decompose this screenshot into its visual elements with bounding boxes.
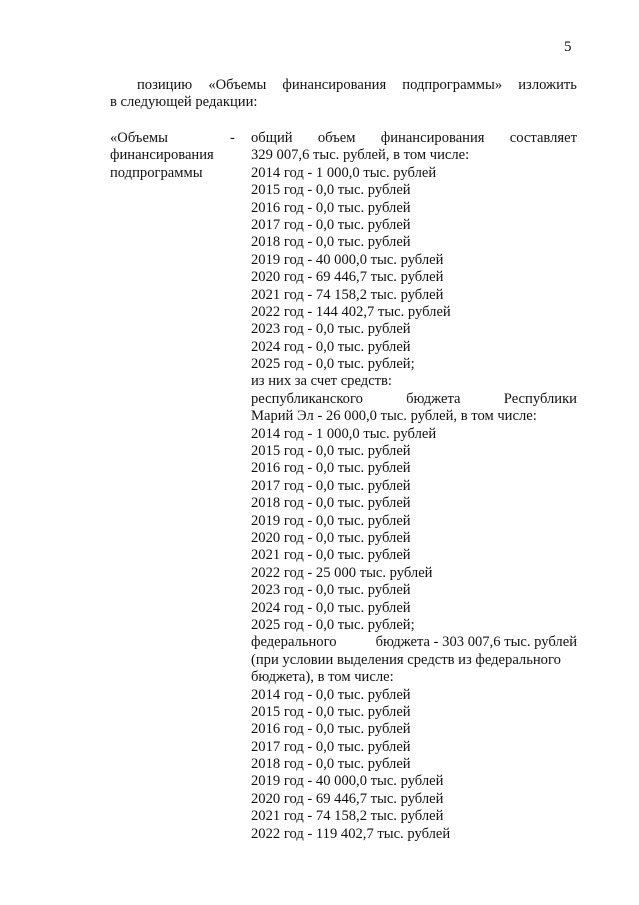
total-word: составляет	[509, 130, 577, 146]
funding-content	[251, 130, 577, 843]
total-year-line: 2025 год - 0,0 тыс. рублей;	[251, 356, 415, 373]
label-dash: -	[230, 130, 235, 146]
federal-year-line: 2022 год - 119 402,7 тыс. рублей	[251, 825, 451, 842]
federal-year-line: 2021 год - 74 158,2 тыс. рублей	[251, 808, 444, 825]
republic-word: бюджета	[406, 390, 461, 407]
federal-line-2: (при условии выделения средств из федерального	[251, 651, 561, 668]
funding-block	[110, 130, 577, 850]
total-year-line: 2021 год - 74 158,2 тыс. рублей	[251, 286, 444, 303]
total-year-line: 2018 год - 0,0 тыс. рублей	[251, 234, 411, 251]
republic-year-line: 2025 год - 0,0 тыс. рублей;	[251, 616, 415, 633]
total-year-line: 2023 год - 0,0 тыс. рублей	[251, 321, 411, 338]
total-year-line: 2015 год - 0,0 тыс. рублей	[251, 182, 411, 199]
intro-line-1	[110, 77, 577, 94]
republic-year-line: 2020 год - 0,0 тыс. рублей	[251, 529, 411, 546]
republic-year-line: 2016 год - 0,0 тыс. рублей	[251, 460, 411, 477]
total-line-1	[251, 130, 577, 147]
total-word: объем	[317, 130, 356, 146]
federal-line-3: бюджета), в том числе:	[251, 669, 394, 686]
republic-year-line: 2015 год - 0,0 тыс. рублей	[251, 443, 411, 460]
intro-paragraph	[110, 77, 577, 112]
intro-word: «Объемы	[208, 77, 267, 93]
total-word: финансирования	[380, 130, 485, 146]
federal-line-1	[251, 634, 577, 651]
intro-word: позицию	[137, 77, 193, 93]
republic-line-1	[251, 391, 577, 408]
federal-word: федерального	[251, 634, 337, 651]
republic-line-2: Марий Эл - 26 000,0 тыс. рублей, в том числе:	[251, 408, 537, 425]
federal-year-line: 2019 год - 40 000,0 тыс. рублей	[251, 773, 444, 790]
intro-word: изложить	[518, 77, 577, 93]
total-year-line: 2014 год - 1 000,0 тыс. рублей	[251, 164, 437, 181]
intro-word: подпрограммы»	[402, 77, 503, 93]
republic-year-line: 2022 год - 25 000 тыс. рублей	[251, 564, 433, 581]
intro-word: финансирования	[282, 77, 387, 93]
republic-year-line: 2023 год - 0,0 тыс. рублей	[251, 582, 411, 599]
federal-word: бюджета - 303 007,6 тыс. рублей	[375, 634, 577, 651]
republic-year-line: 2019 год - 0,0 тыс. рублей	[251, 512, 411, 529]
funding-label	[110, 130, 235, 182]
label-line-2: финансирования	[110, 147, 214, 164]
label-line-3: подпрограммы	[110, 164, 203, 181]
republic-word: Республики	[503, 390, 577, 407]
federal-year-line: 2015 год - 0,0 тыс. рублей	[251, 703, 411, 720]
federal-year-line: 2016 год - 0,0 тыс. рублей	[251, 721, 411, 738]
republic-year-line: 2024 год - 0,0 тыс. рублей	[251, 599, 411, 616]
total-year-line: 2024 год - 0,0 тыс. рублей	[251, 338, 411, 355]
total-line-2: 329 007,6 тыс. рублей, в том числе:	[251, 147, 470, 164]
republic-word: республиканского	[251, 390, 363, 407]
total-word: общий	[251, 130, 293, 146]
label-line-1: «Объемы	[110, 130, 168, 146]
republic-year-line: 2018 год - 0,0 тыс. рублей	[251, 495, 411, 512]
total-year-line: 2022 год - 144 402,7 тыс. рублей	[251, 303, 451, 320]
total-year-line: 2019 год - 40 000,0 тыс. рублей	[251, 251, 444, 268]
total-year-line: 2020 год - 69 446,7 тыс. рублей	[251, 269, 444, 286]
intro-line-2: в следующей редакции:	[110, 94, 258, 111]
federal-year-line: 2017 год - 0,0 тыс. рублей	[251, 738, 411, 755]
total-year-line: 2016 год - 0,0 тыс. рублей	[251, 199, 411, 216]
total-year-line: 2017 год - 0,0 тыс. рублей	[251, 216, 411, 233]
federal-year-line: 2014 год - 0,0 тыс. рублей	[251, 686, 411, 703]
page-number: 5	[564, 39, 572, 55]
from-them-line: из них за счет средств:	[251, 373, 392, 390]
federal-year-line: 2020 год - 69 446,7 тыс. рублей	[251, 790, 444, 807]
republic-year-line: 2014 год - 1 000,0 тыс. рублей	[251, 425, 437, 442]
republic-year-line: 2021 год - 0,0 тыс. рублей	[251, 547, 411, 564]
republic-year-line: 2017 год - 0,0 тыс. рублей	[251, 477, 411, 494]
federal-year-line: 2018 год - 0,0 тыс. рублей	[251, 756, 411, 773]
